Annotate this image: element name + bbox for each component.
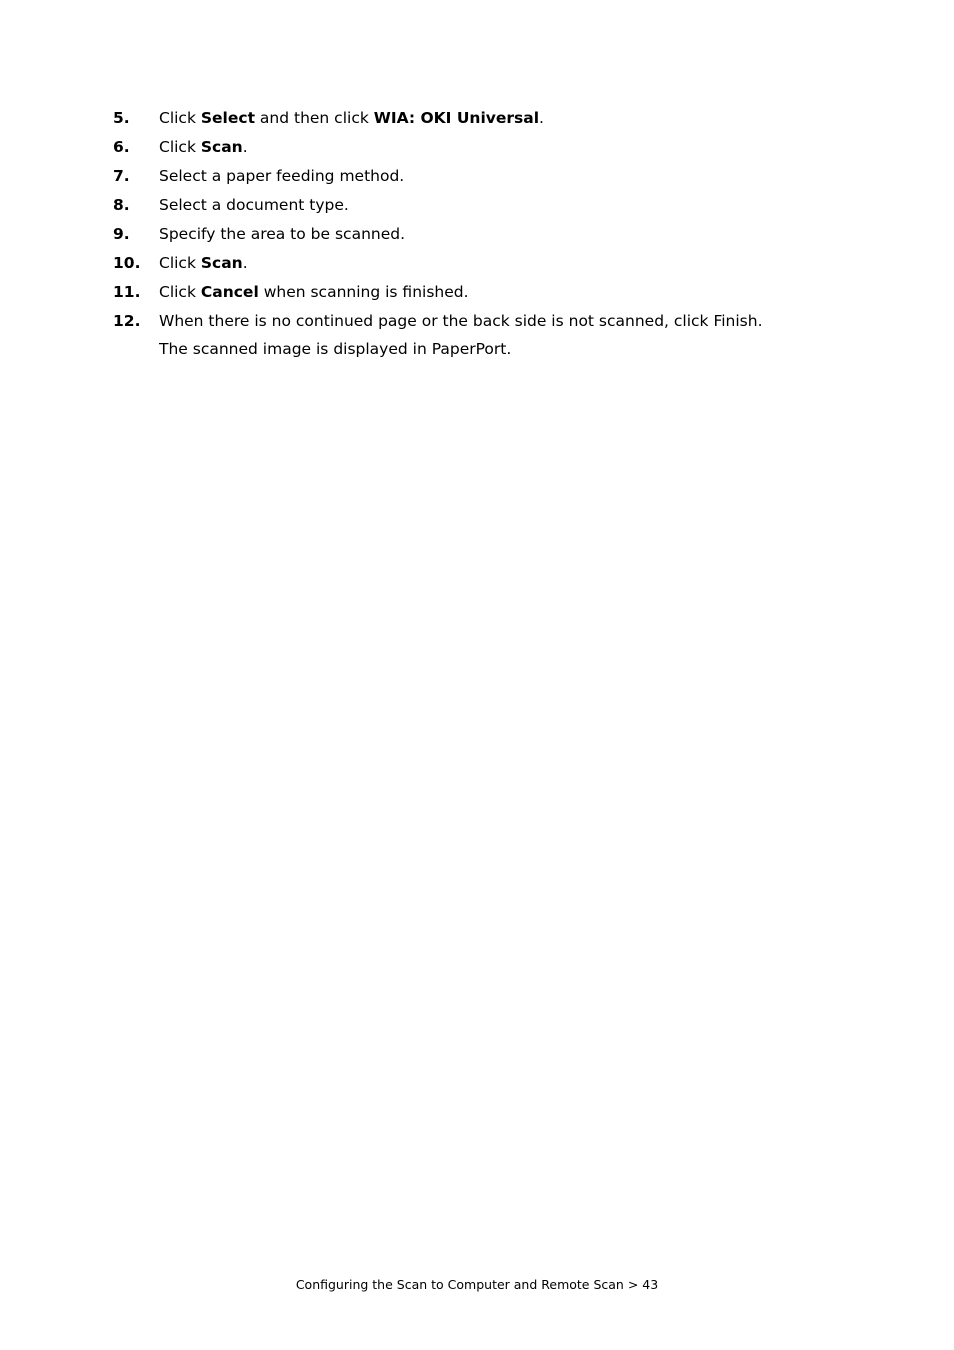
step-text: Click Select and then click WIA: OKI Universal. bbox=[159, 109, 544, 127]
ui-term-scan: Scan bbox=[200, 254, 243, 272]
step-number: 8. bbox=[113, 196, 130, 214]
ui-term-cancel: Cancel bbox=[200, 283, 259, 301]
result-note: The scanned image is displayed in PaperPort. bbox=[159, 340, 512, 358]
step-number: 12. bbox=[113, 312, 141, 330]
step-text: Click Cancel when scanning is finished. bbox=[159, 283, 469, 301]
step-number: 6. bbox=[113, 138, 130, 156]
list-item bbox=[113, 164, 893, 193]
list-item bbox=[113, 135, 893, 164]
ui-term-scan: Scan bbox=[200, 138, 243, 156]
step-list bbox=[113, 106, 893, 338]
step-text: Click Scan. bbox=[159, 254, 248, 272]
list-item bbox=[113, 251, 893, 280]
ui-term-wia-oki-universal: WIA: OKI Universal bbox=[373, 109, 540, 127]
step-text: Select a paper feeding method. bbox=[159, 167, 405, 185]
list-item bbox=[113, 106, 893, 135]
step-number: 10. bbox=[113, 254, 141, 272]
step-number: 9. bbox=[113, 225, 130, 243]
step-text: When there is no continued page or the back side is not scanned, click Finish. bbox=[159, 312, 763, 330]
page-footer: Configuring the Scan to Computer and Remote Scan > 43 bbox=[295, 1277, 659, 1292]
step-text: Select a document type. bbox=[159, 196, 349, 214]
list-item bbox=[113, 309, 893, 338]
list-item bbox=[113, 280, 893, 309]
ui-term-select: Select bbox=[200, 109, 255, 127]
step-number: 7. bbox=[113, 167, 130, 185]
list-item bbox=[113, 193, 893, 222]
step-number: 11. bbox=[113, 283, 141, 301]
step-number: 5. bbox=[113, 109, 130, 127]
list-item bbox=[113, 222, 893, 251]
step-text: Click Scan. bbox=[159, 138, 248, 156]
step-text: Specify the area to be scanned. bbox=[159, 225, 406, 243]
